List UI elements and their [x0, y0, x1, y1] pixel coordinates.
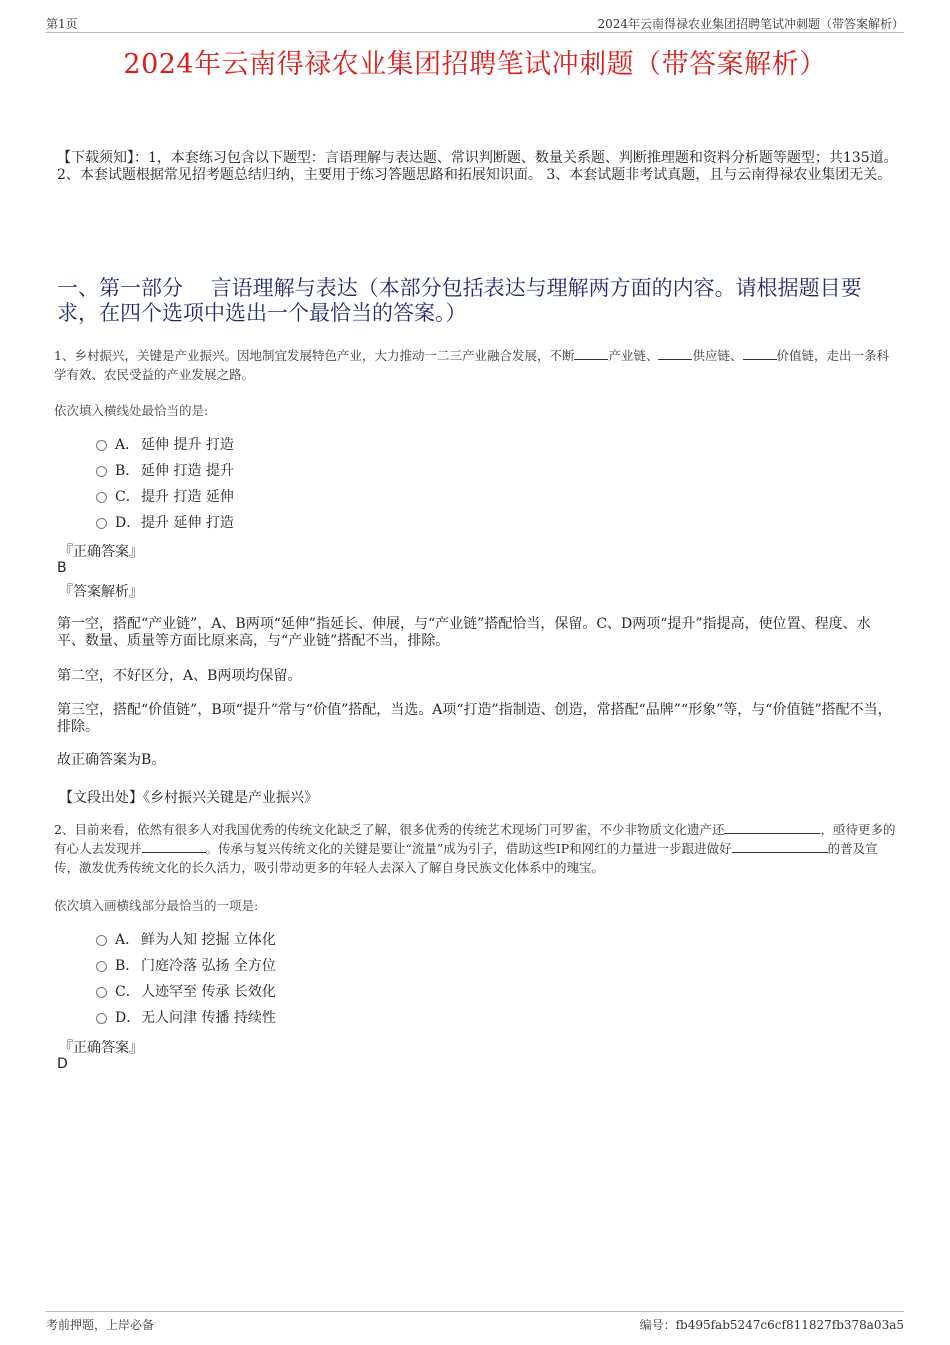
- question-1-options: [96, 432, 234, 536]
- analysis-paragraph: 故正确答案为B。: [57, 752, 166, 768]
- option-a[interactable]: [96, 432, 234, 458]
- radio-icon[interactable]: [96, 466, 107, 477]
- question-2-prompt: 依次填入画横线部分最恰当的一项是:: [54, 898, 259, 913]
- section-title: 一、第一部分 言语理解与表达（本部分包括表达与理解两方面的内容。请根据题目要求，在四个选项中选出一个最恰当的答案。）: [57, 276, 862, 325]
- option-letter: A．: [115, 437, 140, 453]
- text-source: 【文段出处】《乡村振兴关键是产业振兴》: [59, 790, 318, 806]
- option-d[interactable]: [96, 1005, 276, 1031]
- option-letter: D．: [115, 515, 141, 531]
- option-letter: C．: [115, 984, 140, 1000]
- option-text: 无人问津 传播 持续性: [141, 1010, 276, 1026]
- correct-answer: D: [57, 1056, 68, 1072]
- q2-text-part-1: 2、目前来看，依然有很多人对我国优秀的传统文化缺乏了解，很多优秀的传统艺术现场门可罗雀，不少非物质文化遗产还: [54, 822, 725, 837]
- blank-line: [574, 347, 608, 360]
- q2-text-part-2: ，亟待更多的有心人去发现并: [54, 822, 896, 856]
- option-b[interactable]: [96, 953, 276, 979]
- option-c[interactable]: [96, 484, 234, 510]
- radio-icon[interactable]: [96, 492, 107, 503]
- page-number: 第1页: [46, 17, 78, 31]
- radio-icon[interactable]: [96, 518, 107, 529]
- option-text: 鲜为人知 挖掘 立体化: [141, 932, 276, 948]
- radio-icon[interactable]: [96, 935, 107, 946]
- analysis-paragraph: 第二空，不好区分，A、B两项均保留。: [57, 668, 302, 684]
- analysis-paragraph: 第一空，搭配“产业链”，A、B两项“延伸”指延长、伸展，与“产业链”搭配恰当，保留。C、D两项“提升”指提高，使位置、程度、水平、数量、质量等方面比原来高，与“产业链”搭配不当，排除。: [57, 616, 871, 649]
- q2-text-part-3: 。传承与复兴传统文化的关键是要让“流量”成为引子，借助这些IP和网红的力量进一步跟进做好: [205, 841, 732, 856]
- download-notice: 【下载须知】：1，本套练习包含以下题型：言语理解与表达题、常识判断题、数量关系题、判断推理题和资料分析题等题型；共135道。 2、本套试题根据常见招考题总结归纳，主要用于练习答题思路和拓展知识面。 3、本套试题非考试真题，且与云南得禄农业集团无关。: [57, 150, 898, 183]
- blank-line: [743, 347, 777, 360]
- q1-text-part-4: 价值链，走出一条科学有效、农民受益的产业发展之路。: [54, 348, 890, 382]
- correct-answer-label: 『正确答案』: [59, 1040, 143, 1056]
- option-c[interactable]: [96, 979, 276, 1005]
- option-letter: B．: [115, 463, 140, 479]
- option-a[interactable]: [96, 927, 276, 953]
- q1-text-part-3: 供应链、: [692, 348, 743, 363]
- blank-line: [732, 840, 828, 853]
- option-text: 提升 延伸 打造: [141, 515, 234, 531]
- radio-icon[interactable]: [96, 440, 107, 451]
- analysis-paragraph: 第三空，搭配“价值链”，B项“提升”常与“价值”搭配，当选。A项“打造”指制造、创造，常搭配“品牌”“形象”等，与“价值链”搭配不当，排除。: [57, 702, 892, 735]
- blank-line: [142, 840, 206, 853]
- option-letter: A．: [115, 932, 140, 948]
- document-id: 编号：fb495fab5247c6cf811827fb378a03a5: [639, 1318, 904, 1332]
- footer-slogan: 考前押题，上岸必备: [46, 1318, 155, 1332]
- option-letter: D．: [115, 1010, 141, 1026]
- q1-text-part-2: 产业链、: [608, 348, 659, 363]
- option-text: 提升 打造 延伸: [141, 489, 234, 505]
- blank-line: [724, 821, 820, 834]
- page-header: [46, 14, 904, 33]
- radio-icon[interactable]: [96, 987, 107, 998]
- document-title: 2024年云南得禄农业集团招聘笔试冲刺题（带答案解析）: [123, 49, 827, 80]
- option-text: 人迹罕至 传承 长效化: [141, 984, 276, 1000]
- option-text: 延伸 提升 打造: [141, 437, 234, 453]
- option-text: 门庭冷落 弘扬 全方位: [141, 958, 276, 974]
- option-text: 延伸 打造 提升: [141, 463, 234, 479]
- radio-icon[interactable]: [96, 1013, 107, 1024]
- header-doc-title: 2024年云南得禄农业集团招聘笔试冲刺题（带答案解析）: [597, 17, 904, 31]
- correct-answer-label: 『正确答案』: [59, 544, 143, 560]
- question-1-prompt: 依次填入横线处最恰当的是:: [54, 403, 209, 418]
- radio-icon[interactable]: [96, 961, 107, 972]
- question-2-options: [96, 927, 276, 1031]
- analysis-label: 『答案解析』: [59, 584, 143, 600]
- q2-text-part-4: 的普及宣传，激发优秀传统文化的长久活力，吸引带动更多的年轻人去深入了解自身民族文化体系中的瑰宝。: [54, 841, 878, 875]
- q1-text-part-1: 1、乡村振兴，关键是产业振兴。因地制宜发展特色产业，大力推动一二三产业融合发展，不断: [54, 348, 575, 363]
- option-letter: C．: [115, 489, 140, 505]
- option-d[interactable]: [96, 510, 234, 536]
- page-footer: [46, 1311, 904, 1332]
- option-b[interactable]: [96, 458, 234, 484]
- question-2-text: [54, 820, 899, 877]
- option-letter: B．: [115, 958, 140, 974]
- question-1-text: [54, 346, 899, 384]
- correct-answer: B: [57, 560, 67, 576]
- blank-line: [658, 347, 692, 360]
